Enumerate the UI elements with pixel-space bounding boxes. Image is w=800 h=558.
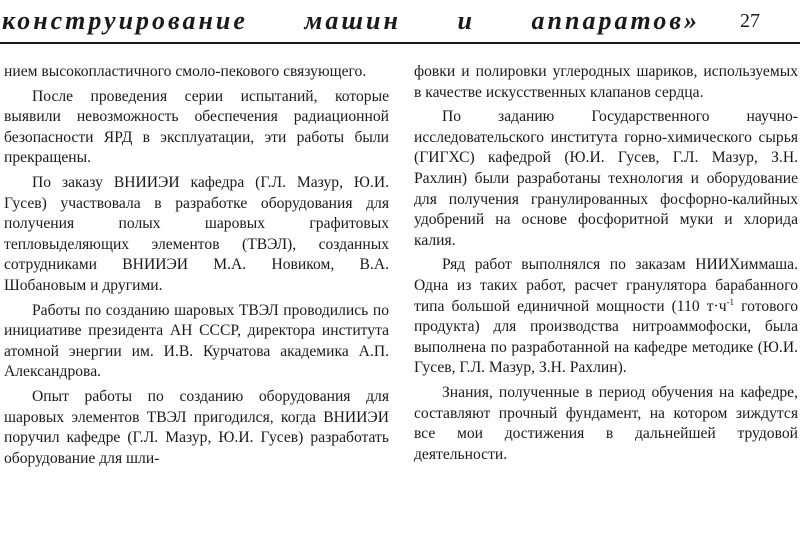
left-column xyxy=(4,62,389,473)
text-run: готового продукта) для производства нитроаммофоски, была выполнена по разработанной на кафедре методике (Ю.И. Гусев, Г.Л. Мазур, З.Н. Рахлин). xyxy=(414,297,799,377)
paragraph: По заданию Государственного научно-исследовательского института горно-химического сырья (ГИГХС) кафедрой (Ю.И. Гусев, Г.Л. Мазур, З.Н. Рахлин) были разработаны технология и оборудование для получения гранулированных фосфорно-калийных удобрений на основе фосфоритной муки и хлорида калия. xyxy=(414,108,798,249)
header-rule xyxy=(0,42,800,44)
title-word: машин xyxy=(304,6,401,35)
paragraph: Работы по созданию шаровых ТВЭЛ проводились по инициативе президента АН СССР, директора института атомной энергии им. И.В. Курчатова академика А.П. Александрова. xyxy=(4,301,389,381)
running-header xyxy=(0,4,800,38)
superscript: -1 xyxy=(726,296,735,307)
paragraph: нием высокопластичного смоло-пекового связующего. xyxy=(4,63,367,80)
paragraph: Опыт работы по созданию оборудования для шаровых элементов ТВЭЛ пригодился, когда ВНИИЭИ поручил кафедре (Г.Л. Мазур, Ю.И. Гусев) разработать оборудование для шли- xyxy=(4,387,389,467)
paragraph: Знания, полученные в период обучения на кафедре, составляют прочный фундамент, на котором зиждутся все мои достижения в дальнейшей трудовой деятельности. xyxy=(414,383,798,463)
paragraph: После проведения серии испытаний, которые выявили невозможность обеспечения радиационной безопасности ЯРД в эксплуатации, эти работы были прекращены. xyxy=(4,87,389,167)
paragraph: фовки и полировки углеродных шариков, используемых в качестве искусственных клапанов сердца. xyxy=(414,63,798,101)
paragraph: По заказу ВНИИЭИ кафедра (Г.Л. Мазур, Ю.И. Гусев) участвовала в разработке оборудования для получения полых шаровых графитовых тепловыделяющих элементов (ТВЭЛ), созданных сотрудниками ВНИИЭИ М.А. Новиком, В.А. Шобановым и другими. xyxy=(4,173,389,294)
text-run: Ряд работ выполнялся по заказам НИИХиммаша. Одна из таких работ, расчет гранулятора барабанного типа большой единичной мощности (110 т·ч xyxy=(414,256,798,315)
title-word: и xyxy=(457,6,475,35)
right-column xyxy=(414,62,798,469)
running-title xyxy=(2,4,700,38)
page-number: 27 xyxy=(740,10,760,32)
paragraph-niikhimmash xyxy=(414,255,798,379)
title-word: аппаратов» xyxy=(531,6,700,35)
title-word: конструирование xyxy=(2,6,248,35)
